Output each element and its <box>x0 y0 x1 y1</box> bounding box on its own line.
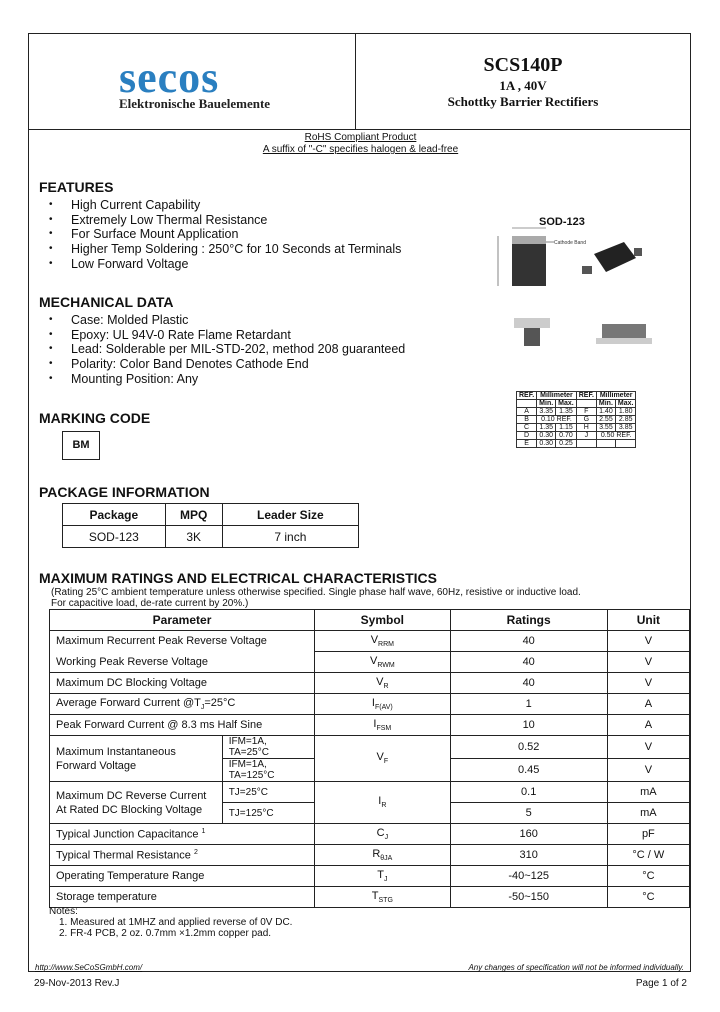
marking-title: MARKING CODE <box>39 410 151 426</box>
table-row <box>50 673 690 694</box>
notes-title: Notes: <box>49 906 78 917</box>
note-item: 1. Measured at 1MHZ and applied reverse of 0V DC. <box>59 917 293 928</box>
list-item: • Epoxy: UL 94V-0 Rate Flame Retardant <box>39 328 405 343</box>
table-cell: 1.35 <box>537 424 556 432</box>
param-cell: Operating Temperature Range <box>50 866 315 887</box>
value-cell: 5 <box>450 803 607 824</box>
notes <box>49 906 292 939</box>
mechanical-title: MECHANICAL DATA <box>39 294 174 310</box>
condition-cell: TJ=125°C <box>222 803 314 824</box>
table-row <box>517 424 636 432</box>
cathode-label: Cathode Band <box>554 240 586 246</box>
unit-cell: V <box>607 652 689 673</box>
unit-cell: V <box>607 736 689 759</box>
table-cell: SOD-123 <box>63 526 166 548</box>
param-cell: Storage temperature <box>50 887 315 908</box>
table-row <box>50 866 690 887</box>
part-description: Schottky Barrier Rectifiers <box>447 94 599 109</box>
table-header: Symbol <box>315 610 451 631</box>
table-row <box>50 824 690 845</box>
header-logo-area <box>29 34 356 130</box>
table-cell: 1.35 <box>556 408 577 416</box>
table-row <box>517 392 636 400</box>
value-cell: 40 <box>450 652 607 673</box>
symbol-cell: $I_{F(AV)}$ <box>315 694 451 715</box>
table-header: Max. <box>556 400 577 408</box>
symbol-cell: $T_J$ <box>315 866 451 887</box>
table-header: Max. <box>615 400 636 408</box>
value-cell: 1 <box>450 694 607 715</box>
symbol-cell: $V_{RWM}$ <box>315 652 451 673</box>
table-cell: J <box>576 432 596 440</box>
param-cell: Maximum Recurrent Peak Reverse Voltage <box>50 631 315 652</box>
table-header: Ratings <box>450 610 607 631</box>
table-cell: 2.85 <box>615 416 636 424</box>
table-row <box>50 631 690 652</box>
symbol-cell: $R_{\theta JA}$ <box>315 845 451 866</box>
table-cell: G <box>576 416 596 424</box>
spec-notice: Any changes of specification will not be informed individually. <box>468 963 684 972</box>
list-item: • Case: Molded Plastic <box>39 313 405 328</box>
table-cell: 0.30 <box>537 432 556 440</box>
table-header: Leader Size <box>222 504 358 526</box>
table-cell: 2.55 <box>596 416 615 424</box>
dimension-table <box>516 391 636 448</box>
table-header: MPQ <box>165 504 222 526</box>
list-item: • Polarity: Color Band Denotes Cathode End <box>39 357 405 372</box>
table-cell: 1.15 <box>556 424 577 432</box>
unit-cell: °C / W <box>607 845 689 866</box>
table-row <box>63 526 359 548</box>
table-cell: 3.55 <box>596 424 615 432</box>
table-row <box>50 782 690 803</box>
note-item: 2. FR-4 PCB, 2 oz. 0.7mm ×1.2mm copper pad. <box>59 928 272 939</box>
symbol-cell: $T_{STG}$ <box>315 887 451 908</box>
table-cell: F <box>576 408 596 416</box>
value-cell: 310 <box>450 845 607 866</box>
list-item: • Lead: Solderable per MIL-STD-202, method 208 guaranteed <box>39 342 405 357</box>
condition-cell: IFM=1A, TA=25°C <box>222 736 314 759</box>
revision-date: 29-Nov-2013 Rev.J <box>34 978 120 989</box>
unit-cell: mA <box>607 803 689 824</box>
value-cell: 10 <box>450 715 607 736</box>
value-cell: 40 <box>450 631 607 652</box>
table-cell: 0.25 <box>556 440 577 448</box>
max-ratings-title: MAXIMUM RATINGS AND ELECTRICAL CHARACTERISTICS <box>39 570 437 586</box>
param-cell: Average Forward Current $@T_J=25^\circ C$ <box>50 694 315 715</box>
unit-cell: pF <box>607 824 689 845</box>
table-row <box>517 432 636 440</box>
table-cell: 3K <box>165 526 222 548</box>
value-cell: 0.1 <box>450 782 607 803</box>
table-row <box>50 715 690 736</box>
note-line-2: For capacitive load, de-rate current by 20%.) <box>51 598 249 609</box>
features-list <box>39 198 401 271</box>
logo-subtitle: Elektronische Bauelemente <box>119 96 271 111</box>
value-cell: -40~125 <box>450 866 607 887</box>
param-cell: Maximum Instantaneous Forward Voltage <box>50 736 223 782</box>
page-number: Page 1 of 2 <box>635 978 687 989</box>
table-row <box>50 736 690 759</box>
table-row <box>50 887 690 908</box>
table-row <box>50 610 690 631</box>
table-cell: 7 inch <box>222 526 358 548</box>
package-table <box>62 503 359 548</box>
table-cell: H <box>576 424 596 432</box>
datasheet-page <box>28 33 691 972</box>
unit-cell: A <box>607 715 689 736</box>
rohs-line-2: A suffix of "-C" specifies halogen & lead-free <box>262 144 459 155</box>
ratings-table <box>49 609 690 908</box>
secos-logo: secos <box>119 53 220 102</box>
sod-diagram <box>484 206 684 346</box>
table-cell: 0.10 REF. <box>537 416 577 424</box>
symbol-cell: $V_{RRM}$ <box>315 631 451 652</box>
param-cell: Maximum DC Reverse Current At Rated DC Blocking Voltage <box>50 782 223 824</box>
symbol-cell: $V_F$ <box>315 736 451 782</box>
part-rating: 1A , 40V <box>499 78 547 93</box>
unit-cell: A <box>607 694 689 715</box>
website-link[interactable]: http://www.SeCoSGmbH.com/ <box>35 963 143 972</box>
condition-cell: IFM=1A, TA=125°C <box>222 759 314 782</box>
table-cell: 0.50 REF. <box>596 432 636 440</box>
table-cell: D <box>517 432 537 440</box>
mechanical-list <box>39 313 405 386</box>
symbol-cell: $V_R$ <box>315 673 451 694</box>
unit-cell: mA <box>607 782 689 803</box>
note-line-1: (Rating 25°C ambient temperature unless otherwise specified. Single phase half wave, 60Hz, resistive or inductive load. <box>51 587 581 598</box>
table-cell: 3.85 <box>615 424 636 432</box>
cathode-band <box>512 236 546 244</box>
table-cell: A <box>517 408 537 416</box>
unit-cell: °C <box>607 866 689 887</box>
value-cell: 40 <box>450 673 607 694</box>
list-item: • For Surface Mount Application <box>39 227 401 242</box>
max-ratings-note <box>51 587 581 609</box>
features-title: FEATURES <box>39 179 114 195</box>
list-item: • High Current Capability <box>39 198 401 213</box>
package-3d-view <box>594 242 636 272</box>
param-cell: Maximum DC Blocking Voltage <box>50 673 315 694</box>
list-item: • Higher Temp Soldering : 250°C for 10 Seconds at Terminals <box>39 242 401 257</box>
table-header: REF. <box>576 392 596 400</box>
value-cell: 160 <box>450 824 607 845</box>
sod-title: SOD-123 <box>539 216 585 228</box>
value-cell: -50~150 <box>450 887 607 908</box>
table-row <box>63 504 359 526</box>
unit-cell: V <box>607 631 689 652</box>
table-header: Parameter <box>50 610 315 631</box>
table-row <box>517 408 636 416</box>
table-row <box>50 694 690 715</box>
rohs-line-1: RoHS Compliant Product <box>304 132 417 143</box>
table-row <box>50 652 690 673</box>
table-row <box>517 440 636 448</box>
table-header: Unit <box>607 610 689 631</box>
list-item: • Extremely Low Thermal Resistance <box>39 213 401 228</box>
unit-cell: V <box>607 759 689 782</box>
table-row <box>517 416 636 424</box>
value-cell: 0.45 <box>450 759 607 782</box>
unit-cell: °C <box>607 887 689 908</box>
table-cell: B <box>517 416 537 424</box>
table-header: Min. <box>596 400 615 408</box>
list-item: • Low Forward Voltage <box>39 257 401 272</box>
header-title-area <box>356 34 690 130</box>
param-cell: Typical Thermal Resistance $^2$ <box>50 845 315 866</box>
list-item: • Mounting Position: Any <box>39 372 405 387</box>
package-side-view <box>524 328 540 346</box>
symbol-cell: $C_J$ <box>315 824 451 845</box>
table-row <box>50 845 690 866</box>
table-header: Package <box>63 504 166 526</box>
table-header: Millimeter <box>596 392 636 400</box>
table-header: REF. <box>517 392 537 400</box>
table-header: Min. <box>537 400 556 408</box>
param-cell: Typical Junction Capacitance $^1$ <box>50 824 315 845</box>
table-cell: 0.70 <box>556 432 577 440</box>
table-row <box>517 400 636 408</box>
unit-cell: V <box>607 673 689 694</box>
table-cell: 3.35 <box>537 408 556 416</box>
table-cell: C <box>517 424 537 432</box>
table-cell: 0.30 <box>537 440 556 448</box>
part-number: SCS140P <box>483 54 563 76</box>
table-cell: E <box>517 440 537 448</box>
symbol-cell: $I_R$ <box>315 782 451 824</box>
param-cell: Working Peak Reverse Voltage <box>50 652 315 673</box>
symbol-cell: $I_{FSM}$ <box>315 715 451 736</box>
condition-cell: TJ=25°C <box>222 782 314 803</box>
table-header: Millimeter <box>537 392 577 400</box>
marking-code-box: BM <box>62 431 100 460</box>
param-cell: Peak Forward Current @ 8.3 ms Half Sine <box>50 715 315 736</box>
rohs-notice <box>29 132 692 156</box>
package-title: PACKAGE INFORMATION <box>39 484 210 500</box>
table-cell: 1.80 <box>615 408 636 416</box>
table-cell: 1.40 <box>596 408 615 416</box>
value-cell: 0.52 <box>450 736 607 759</box>
